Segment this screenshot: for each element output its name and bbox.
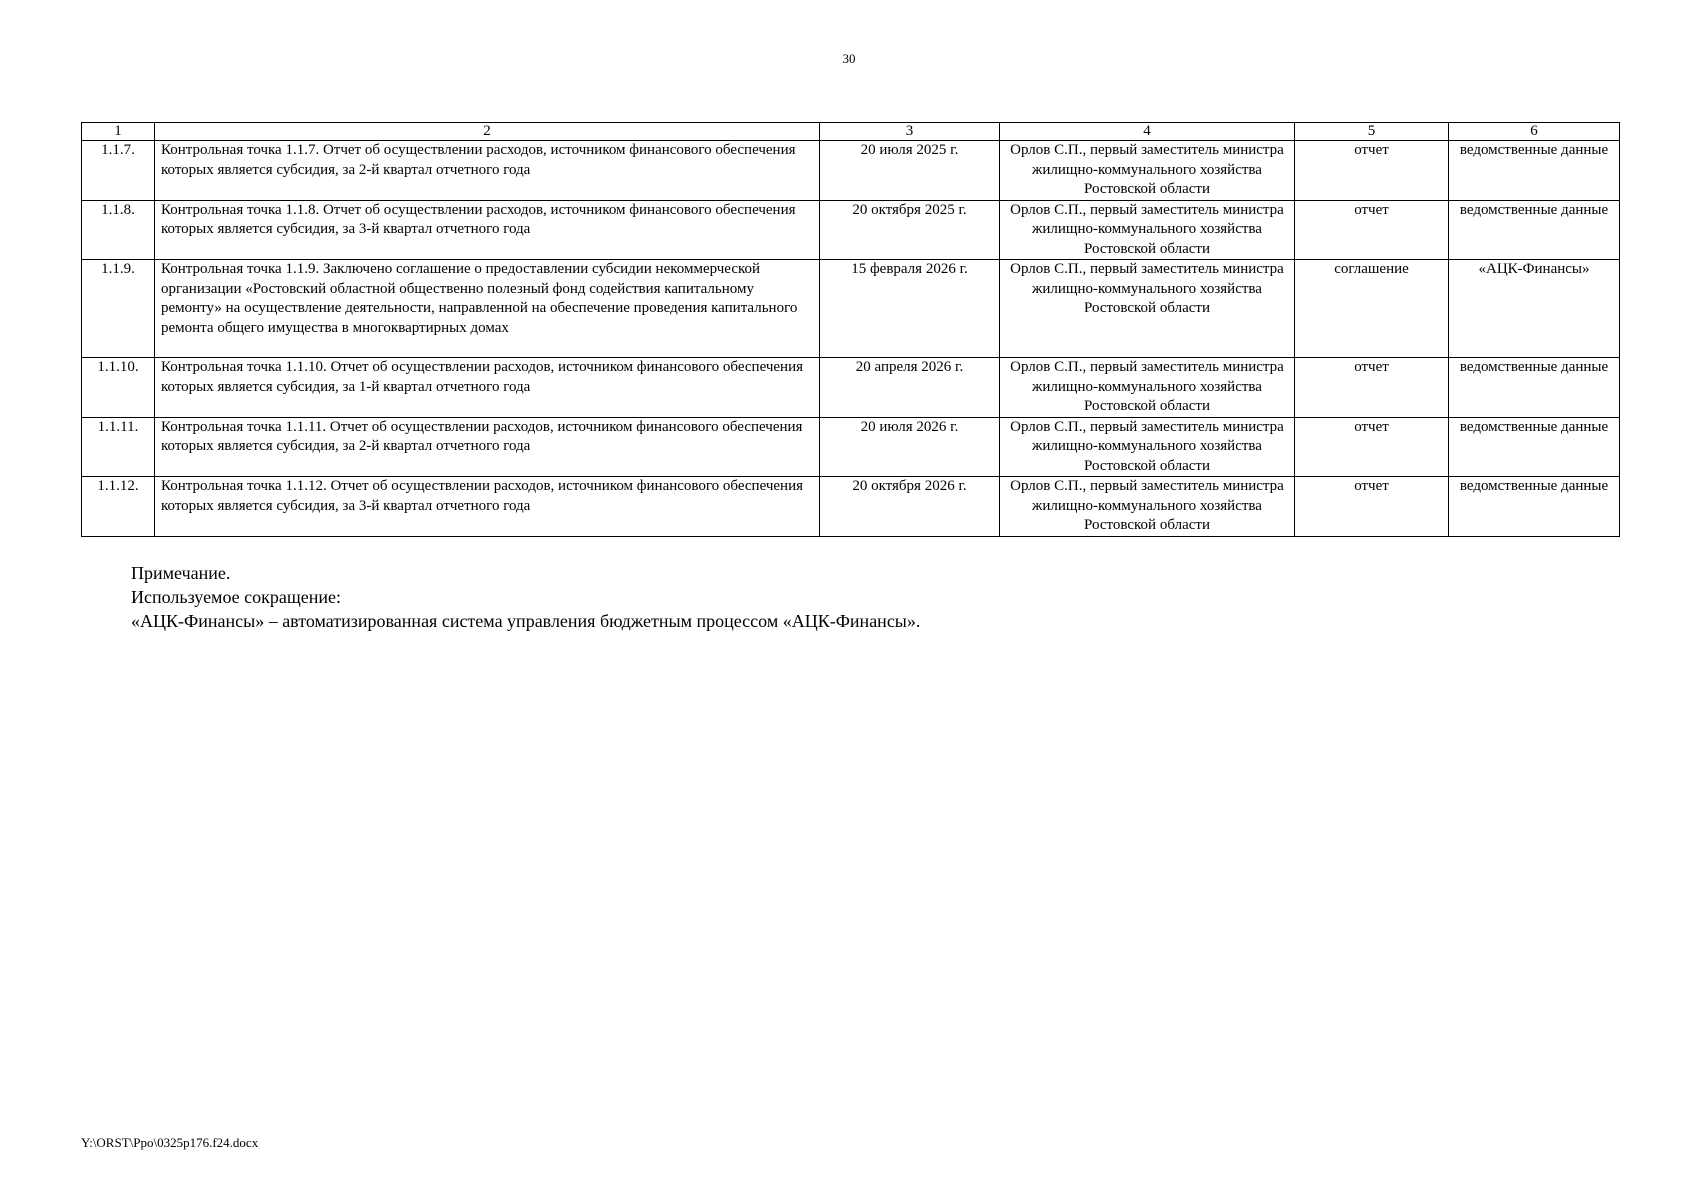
header-cell: 5 [1295,123,1449,141]
row-date: 20 октября 2026 г. [820,477,1000,537]
row-doc-type: отчет [1295,141,1449,201]
row-number: 1.1.10. [82,358,155,418]
row-system: ведомственные данные [1449,141,1620,201]
row-system: ведомственные данные [1449,477,1620,537]
header-cell: 3 [820,123,1000,141]
row-description: Контрольная точка 1.1.8. Отчет об осуществлении расходов, источником финансового обеспечения которых является субсидия, за 3-й квартал отчетного года [155,200,820,260]
row-date: 20 апреля 2026 г. [820,358,1000,418]
row-doc-type: отчет [1295,200,1449,260]
row-date: 20 июля 2026 г. [820,417,1000,477]
page-number: 30 [842,51,856,66]
row-date: 15 февраля 2026 г. [820,260,1000,358]
header-cell: 6 [1449,123,1620,141]
row-number: 1.1.7. [82,141,155,201]
row-system: ведомственные данные [1449,417,1620,477]
table-row [82,477,1620,537]
header-cell: 2 [155,123,820,141]
row-date: 20 июля 2025 г. [820,141,1000,201]
row-system: ведомственные данные [1449,358,1620,418]
row-description: Контрольная точка 1.1.10. Отчет об осуществлении расходов, источником финансового обеспечения которых является субсидия, за 1-й квартал отчетного года [155,358,820,418]
table-row [82,417,1620,477]
table-row [82,200,1620,260]
row-number: 1.1.11. [82,417,155,477]
table-header-row [82,123,1620,141]
table-row [82,141,1620,201]
row-doc-type: отчет [1295,417,1449,477]
row-description: Контрольная точка 1.1.12. Отчет об осуществлении расходов, источником финансового обеспечения которых является субсидия, за 3-й квартал отчетного года [155,477,820,537]
control-points-table [81,122,1620,537]
row-date: 20 октября 2025 г. [820,200,1000,260]
row-system: ведомственные данные [1449,200,1620,260]
note-text: «АЦК-Финансы» – автоматизированная система управления бюджетным процессом «АЦК-Финансы». [131,611,921,631]
row-responsible: Орлов С.П., первый заместитель министра жилищно-коммунального хозяйства Ростовской области [1000,260,1295,358]
row-doc-type: отчет [1295,358,1449,418]
row-responsible: Орлов С.П., первый заместитель министра жилищно-коммунального хозяйства Ростовской области [1000,358,1295,418]
table-row [82,260,1620,358]
note-block [131,561,1531,633]
footer-file-path: Y:\ORST\Ppo\0325p176.f24.docx [81,1135,259,1150]
header-cell: 4 [1000,123,1295,141]
row-doc-type: соглашение [1295,260,1449,358]
row-description: Контрольная точка 1.1.7. Отчет об осуществлении расходов, источником финансового обеспечения которых является субсидия, за 2-й квартал отчетного года [155,141,820,201]
row-responsible: Орлов С.П., первый заместитель министра жилищно-коммунального хозяйства Ростовской области [1000,200,1295,260]
note-title: Примечание. [131,563,231,583]
row-number: 1.1.8. [82,200,155,260]
row-doc-type: отчет [1295,477,1449,537]
row-number: 1.1.12. [82,477,155,537]
header-cell: 1 [82,123,155,141]
row-description: Контрольная точка 1.1.11. Отчет об осуществлении расходов, источником финансового обеспечения которых является субсидия, за 2-й квартал отчетного года [155,417,820,477]
row-description: Контрольная точка 1.1.9. Заключено соглашение о предоставлении субсидии некоммерческой организации «Ростовский областной общественно полезный фонд содействия капитальному ремонту» на осуществление деятельности, направленной на обеспечение проведения капитального ремонта общего имущества в многоквартирных домах [155,260,820,358]
row-responsible: Орлов С.П., первый заместитель министра жилищно-коммунального хозяйства Ростовской области [1000,417,1295,477]
row-responsible: Орлов С.П., первый заместитель министра жилищно-коммунального хозяйства Ростовской области [1000,141,1295,201]
table-row [82,358,1620,418]
row-number: 1.1.9. [82,260,155,358]
row-system: «АЦК-Финансы» [1449,260,1620,358]
note-subtitle: Используемое сокращение: [131,587,341,607]
row-responsible: Орлов С.П., первый заместитель министра жилищно-коммунального хозяйства Ростовской области [1000,477,1295,537]
